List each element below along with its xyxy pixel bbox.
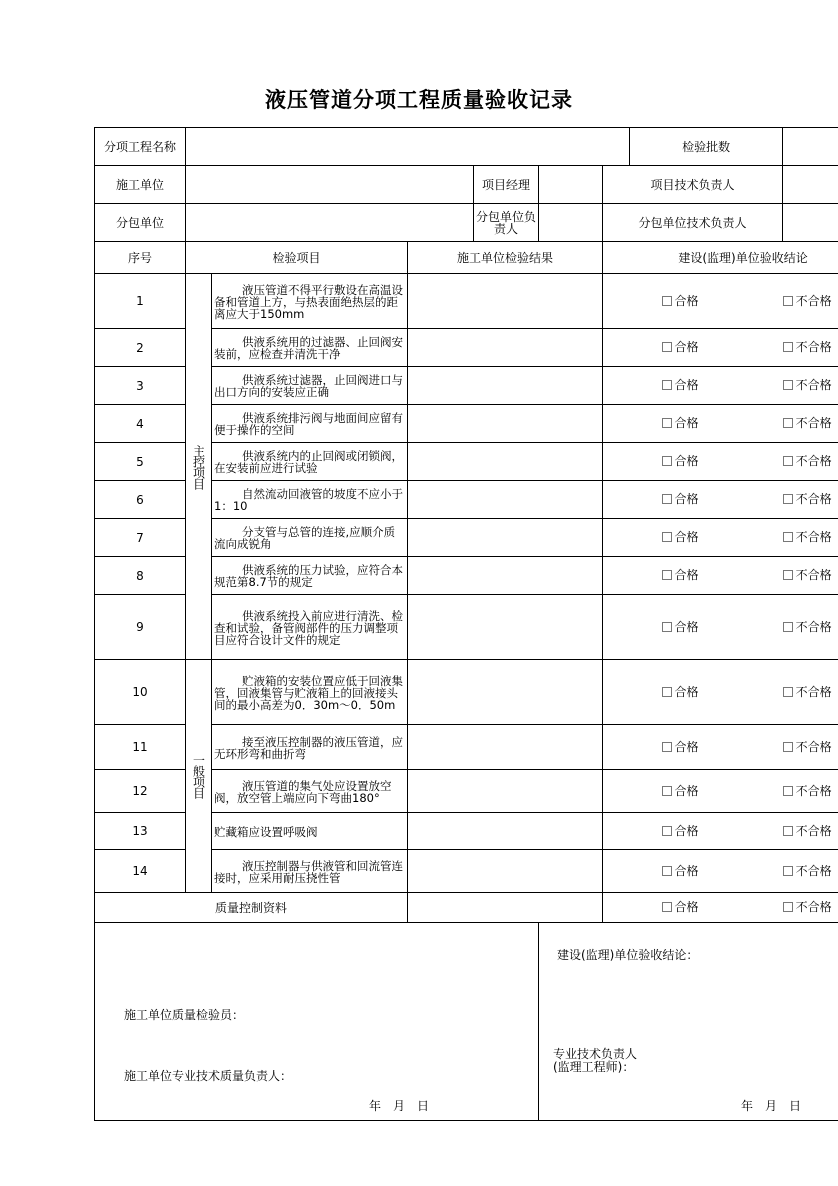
sub-tech-lead-value[interactable]	[783, 204, 838, 242]
column-header-row	[95, 242, 838, 274]
checkbox-icon[interactable]	[662, 380, 672, 390]
col-conclusion-header: 建设(监理)单位验收结论	[603, 242, 838, 274]
checkbox-icon[interactable]	[783, 742, 793, 752]
row-number: 7	[95, 519, 186, 557]
inspection-item: 液压控制器与供液管和回流管连接时，应采用耐压挠性管	[212, 850, 408, 893]
contractor-result[interactable]	[408, 329, 603, 367]
checkbox-icon[interactable]	[783, 622, 793, 632]
date-left: 年 月 日	[369, 1099, 430, 1113]
checkbox-icon[interactable]	[783, 866, 793, 876]
date-right: 年 月 日	[741, 1099, 802, 1113]
contractor-result[interactable]	[408, 367, 603, 405]
row-number: 6	[95, 481, 186, 519]
header-row-3	[95, 204, 838, 242]
checkbox-icon[interactable]	[662, 532, 672, 542]
fail-checkbox[interactable]: 不合格	[757, 443, 838, 481]
row-number: 2	[95, 329, 186, 367]
contractor-result[interactable]	[408, 660, 603, 725]
quality-docs-row	[95, 893, 838, 923]
pass-checkbox[interactable]: 合格	[630, 443, 731, 481]
pass-checkbox[interactable]: 合格	[630, 660, 731, 725]
contractor-result[interactable]	[408, 405, 603, 443]
pass-checkbox[interactable]: 合格	[630, 405, 731, 443]
row-number: 8	[95, 557, 186, 595]
supervisor-engineer-label: (监理工程师)：	[553, 1060, 635, 1074]
pass-checkbox[interactable]: 合格	[630, 557, 731, 595]
inspection-item: 供液系统排污阀与地面间应留有便于操作的空间	[212, 405, 408, 443]
row-number: 5	[95, 443, 186, 481]
checkbox-icon[interactable]	[662, 687, 672, 697]
col-result-header: 施工单位检验结果	[408, 242, 603, 274]
contractor-result[interactable]	[408, 519, 603, 557]
checkbox-icon[interactable]	[662, 342, 672, 352]
inspection-item: 供液系统的压力试验，应符合本规范第8.7节的规定	[212, 557, 408, 595]
fail-checkbox[interactable]: 不合格	[757, 850, 838, 893]
fail-checkbox[interactable]: 不合格	[757, 595, 838, 660]
inspection-item: 供液系统过滤器，止回阀进口与出口方向的安装应正确	[212, 367, 408, 405]
fail-checkbox[interactable]: 不合格	[757, 557, 838, 595]
row-number: 4	[95, 405, 186, 443]
checkbox-icon[interactable]	[783, 380, 793, 390]
checkbox-icon[interactable]	[662, 456, 672, 466]
fail-checkbox[interactable]: 不合格	[757, 893, 838, 923]
row-number: 13	[95, 813, 186, 850]
sub-lead-label: 分包单位负责人	[474, 204, 539, 242]
inspection-item: 贮液箱的安装位置应低于回液集管，回液集管与贮液箱上的回液接头间的最小高差为0．30m～0．50m	[212, 660, 408, 725]
row-number: 3	[95, 367, 186, 405]
pass-checkbox[interactable]: 合格	[630, 893, 731, 923]
header-row-2	[95, 166, 838, 204]
project-manager-label: 项目经理	[474, 166, 539, 204]
contractor-result[interactable]	[408, 595, 603, 660]
contractor-result[interactable]	[408, 274, 603, 329]
contractor-result[interactable]	[408, 481, 603, 519]
fail-checkbox[interactable]: 不合格	[757, 519, 838, 557]
page-title: 液压管道分项工程质量验收记录	[265, 88, 573, 112]
checkbox-icon[interactable]	[662, 622, 672, 632]
pro-tech-lead-label: 专业技术负责人	[553, 1047, 638, 1061]
subcontractor-value[interactable]	[186, 204, 474, 242]
inspection-item: 分支管与总管的连接,应顺介质流向成锐角	[212, 519, 408, 557]
row-number: 10	[95, 660, 186, 725]
supervisor-conclusion-label: 建设(监理)单位验收结论：	[557, 948, 699, 962]
row-number: 11	[95, 725, 186, 770]
pass-checkbox[interactable]: 合格	[630, 519, 731, 557]
fail-checkbox[interactable]: 不合格	[757, 770, 838, 813]
checkbox-icon[interactable]	[783, 786, 793, 796]
inspection-item: 贮藏箱应设置呼吸阀	[212, 813, 408, 850]
pass-checkbox[interactable]: 合格	[630, 850, 731, 893]
inspection-item: 供液系统投入前应进行清洗、检查和试验，备管阀部件的压力调整项目应符合设计文件的规定	[212, 595, 408, 660]
quality-docs-result[interactable]	[408, 893, 603, 923]
checkbox-icon[interactable]	[662, 570, 672, 580]
row-number: 14	[95, 850, 186, 893]
table-row	[95, 660, 838, 725]
inspection-item: 接至液压控制器的液压管道，应无环形弯和曲折弯	[212, 725, 408, 770]
supervisor-signature-area	[539, 923, 838, 1121]
pass-checkbox[interactable]: 合格	[630, 770, 731, 813]
pass-checkbox[interactable]: 合格	[630, 595, 731, 660]
row-number: 1	[95, 274, 186, 329]
fail-checkbox[interactable]: 不合格	[757, 725, 838, 770]
inspection-item: 供液系统用的过滤器、止回阀安装前，应检查并清洗干净	[212, 329, 408, 367]
signature-row	[95, 923, 838, 1121]
contractor-result[interactable]	[408, 770, 603, 813]
fail-checkbox[interactable]: 不合格	[757, 274, 838, 329]
col-item-header: 检验项目	[186, 242, 408, 274]
table-row	[95, 274, 838, 329]
project-manager-value[interactable]	[539, 166, 603, 204]
subproject-name-value[interactable]	[186, 128, 630, 166]
contractor-result[interactable]	[408, 557, 603, 595]
checkbox-icon[interactable]	[783, 418, 793, 428]
checkbox-icon[interactable]	[662, 296, 672, 306]
group-general-label: 一般项目	[186, 660, 212, 893]
tech-lead-value[interactable]	[783, 166, 838, 204]
checkbox-icon[interactable]	[662, 866, 672, 876]
pass-checkbox[interactable]: 合格	[630, 725, 731, 770]
fail-checkbox[interactable]: 不合格	[757, 481, 838, 519]
contractor-signature-area	[95, 923, 539, 1121]
checkbox-icon[interactable]	[662, 902, 672, 912]
checkbox-icon[interactable]	[662, 418, 672, 428]
checkbox-icon[interactable]	[783, 902, 793, 912]
group-main-label: 主控项目	[186, 274, 212, 660]
row-number: 9	[95, 595, 186, 660]
checkbox-icon[interactable]	[783, 687, 793, 697]
pass-checkbox[interactable]: 合格	[630, 813, 731, 850]
quality-docs-label: 质量控制资料	[95, 893, 408, 923]
contractor-result[interactable]	[408, 443, 603, 481]
pass-checkbox[interactable]: 合格	[630, 274, 731, 329]
row-number: 12	[95, 770, 186, 813]
sub-lead-value[interactable]	[539, 204, 603, 242]
inspection-item: 供液系统内的止回阀或闭锁阀，在安装前应进行试验	[212, 443, 408, 481]
checkbox-icon[interactable]	[662, 742, 672, 752]
fail-checkbox[interactable]: 不合格	[757, 405, 838, 443]
tech-lead-label: 项目技术负责人	[603, 166, 783, 204]
checkbox-icon[interactable]	[662, 786, 672, 796]
tech-quality-lead-label: 施工单位专业技术质量负责人：	[124, 1069, 293, 1083]
fail-checkbox[interactable]: 不合格	[757, 813, 838, 850]
checkbox-icon[interactable]	[662, 826, 672, 836]
contractor-label: 施工单位	[95, 166, 186, 204]
col-no-header: 序号	[95, 242, 186, 274]
batch-count-value[interactable]	[783, 128, 838, 166]
inspection-item: 液压管道的集气处应设置放空阀，放空管上端应向下弯曲180°	[212, 770, 408, 813]
pass-checkbox[interactable]: 合格	[630, 481, 731, 519]
pass-checkbox[interactable]: 合格	[630, 367, 731, 405]
sub-tech-lead-label: 分包单位技术负责人	[603, 204, 783, 242]
subproject-name-label: 分项工程名称	[95, 128, 186, 166]
fail-checkbox[interactable]: 不合格	[757, 367, 838, 405]
checkbox-icon[interactable]	[783, 532, 793, 542]
contractor-result[interactable]	[408, 813, 603, 850]
pass-checkbox[interactable]: 合格	[630, 329, 731, 367]
inspector-label: 施工单位质量检验员：	[124, 1008, 245, 1022]
fail-checkbox[interactable]: 不合格	[757, 660, 838, 725]
checkbox-icon[interactable]	[783, 456, 793, 466]
checkbox-icon[interactable]	[783, 296, 793, 306]
inspection-item: 自然流动回液管的坡度不应小于1：10	[212, 481, 408, 519]
contractor-result[interactable]	[408, 850, 603, 893]
checkbox-icon[interactable]	[662, 494, 672, 504]
inspection-item: 液压管道不得平行敷设在高温设备和管道上方，与热表面绝热层的距离应大于150mm	[212, 274, 408, 329]
checkbox-icon[interactable]	[783, 494, 793, 504]
contractor-value[interactable]	[186, 166, 474, 204]
checkbox-icon[interactable]	[783, 570, 793, 580]
subcontractor-label: 分包单位	[95, 204, 186, 242]
contractor-result[interactable]	[408, 725, 603, 770]
checkbox-icon[interactable]	[783, 826, 793, 836]
inspection-form	[94, 127, 838, 1121]
fail-checkbox[interactable]: 不合格	[757, 329, 838, 367]
batch-count-label: 检验批数	[630, 128, 783, 166]
checkbox-icon[interactable]	[783, 342, 793, 352]
header-row-1	[95, 128, 838, 166]
